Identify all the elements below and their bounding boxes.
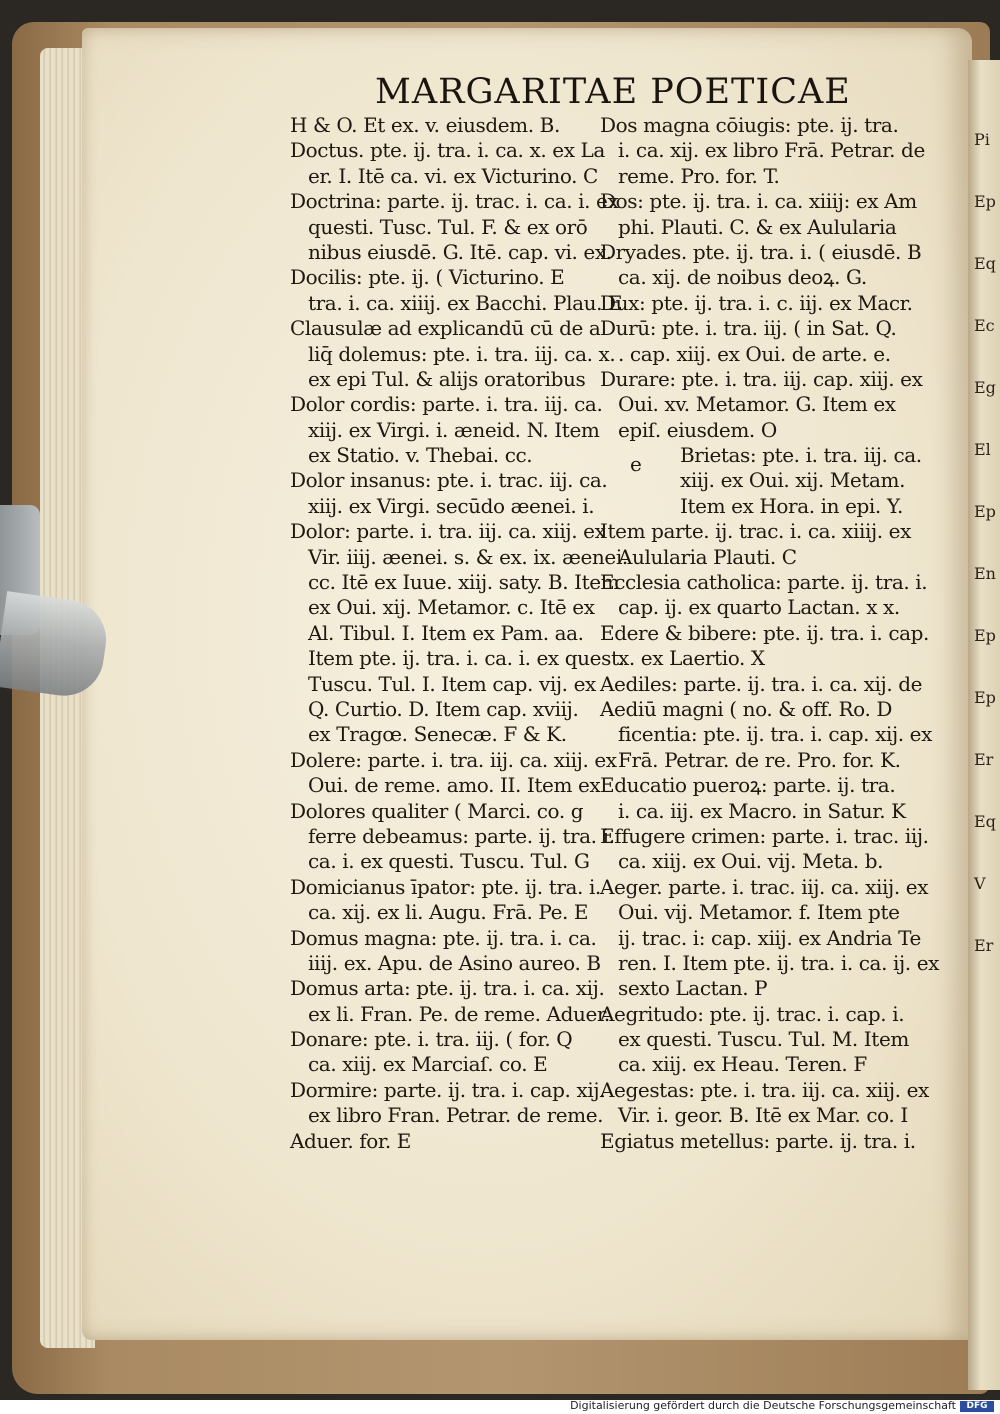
text-line: ex libro Fran. Petrar. de reme. — [308, 1103, 604, 1128]
text-line: Docilis: pte. ij. ( Victurino. E — [290, 265, 565, 290]
text-line: Dryades. pte. ij. tra. i. ( eiusdē. B — [600, 239, 922, 264]
text-line: Doctrina: parte. ij. trac. i. ca. i. ex — [290, 189, 619, 214]
text-line: Vir. iiij. æenei. s. & ex. ix. æenei. — [308, 544, 628, 569]
text-line: Oui. vij. Metamor. f. Item pte — [618, 900, 900, 925]
text-line: Aeger. parte. i. trac. iij. ca. xiij. ex — [600, 874, 929, 899]
text-line: Q. Curtio. D. Item cap. xviij. — [308, 696, 579, 721]
facing-page-edge — [968, 60, 1000, 1390]
text-line: ij. trac. i: cap. xiij. ex Andria Te — [618, 925, 921, 950]
text-line: ex epi Tul. & alijs oratoribus — [308, 366, 586, 391]
text-line: Clausulæ ad explicandū cū de a — [290, 316, 601, 341]
text-line: ex Tragœ. Senecæ. F & K. — [308, 722, 567, 747]
text-line: Doctus. pte. ij. tra. i. ca. x. ex La — [290, 138, 605, 163]
text-line: Item pte. ij. tra. i. ca. i. ex quest. — [308, 646, 625, 671]
text-line: ren. I. Item pte. ij. tra. i. ca. ij. ex — [618, 950, 940, 975]
text-line: Aduer. for. E — [290, 1128, 411, 1153]
text-line: Domicianus īpator: pte. ij. tra. i. — [290, 874, 601, 899]
text-line: Dolores qualiter ( Marci. co. g — [290, 798, 584, 823]
text-line: Oui. de reme. amo. II. Item ex — [308, 773, 601, 798]
text-line: Dux: pte. ij. tra. i. c. iij. ex Macr. — [600, 290, 913, 315]
text-line: xiij. ex Oui. xij. Metam. — [680, 468, 906, 493]
dfg-logo: DFG — [960, 1401, 994, 1412]
text-line: cap. ij. ex quarto Lactan. x x. — [618, 595, 900, 620]
facing-page-fragment: Eg — [974, 378, 996, 397]
text-line: Aegritudo: pte. ij. trac. i. cap. i. — [600, 1001, 905, 1026]
facing-page-fragment: Pi — [974, 130, 990, 149]
facing-page-fragment: Eq — [974, 812, 996, 831]
facing-page-fragment: En — [974, 564, 996, 583]
text-line: Durū: pte. i. tra. iij. ( in Sat. Q. — [600, 316, 897, 341]
facing-page-fragment: Eq — [974, 254, 996, 273]
text-line: cc. Itē ex Iuue. xiij. saty. B. Item — [308, 570, 620, 595]
facing-page-fragment: Er — [974, 936, 994, 955]
text-line: H & O. Et ex. v. eiusdem. B. — [290, 113, 560, 137]
text-line: Edere & bibere: pte. ij. tra. i. cap. — [600, 620, 930, 645]
text-line: tra. i. ca. xiiij. ex Bacchi. Plau. E — [308, 290, 623, 315]
text-line: xiij. ex Virgi. secūdo æenei. i. — [308, 493, 595, 518]
text-line: Aediles: parte. ij. tra. i. ca. xij. de — [600, 671, 923, 696]
text-line: liq̄ dolemus: pte. i. tra. iij. ca. x. — [308, 341, 616, 366]
text-line: Brietas: pte. i. tra. iij. ca. — [680, 443, 922, 468]
text-line: reme. Pro. for. T. — [618, 163, 780, 188]
left-column — [290, 113, 628, 1154]
text-line: Ecclesia catholica: parte. ij. tra. i. — [600, 570, 928, 595]
text-line: er. I. Itē ca. vi. ex Victurino. C — [308, 163, 598, 188]
text-line: i. ca. xij. ex libro Frā. Petrar. de — [618, 138, 925, 163]
text-line: epiſ. eiusdem. O — [618, 417, 777, 442]
text-line: Dolere: parte. i. tra. iij. ca. xiij. ex — [290, 747, 617, 772]
text-line: ex Statio. v. Thebai. cc. — [308, 443, 533, 468]
text-line: . cap. xiij. ex Oui. de arte. e. — [618, 341, 891, 366]
facing-page-fragment: Ep — [974, 502, 996, 521]
text-line: Dolor: parte. i. tra. iij. ca. xiij. ex — [290, 519, 606, 544]
text-line: Al. Tibul. I. Item ex Pam. aa. — [308, 620, 584, 645]
facing-page-fragment: Er — [974, 750, 994, 769]
text-line: Tuscu. Tul. I. Item cap. vij. ex — [308, 671, 596, 696]
text-line: Item ex Hora. in epi. Y. — [680, 493, 904, 518]
text-line: ex Oui. xij. Metamor. c. Itē ex — [308, 595, 595, 620]
facing-page-fragment: Ec — [974, 316, 995, 335]
right-column — [600, 113, 940, 1154]
facing-page-fragment: El — [974, 440, 991, 459]
text-line: questi. Tusc. Tul. F. & ex orō — [308, 214, 588, 239]
text-line: Dormire: parte. ij. tra. i. cap. xij. — [290, 1077, 606, 1102]
text-line: ca. i. ex questi. Tuscu. Tul. G — [308, 849, 590, 874]
text-line: iiij. ex. Apu. de Asino aureo. B — [308, 950, 601, 975]
text-line: nibus eiusdē. G. Itē. cap. vi. ex. — [308, 239, 612, 264]
text-line: i. ca. iij. ex Macro. in Satur. K — [618, 798, 906, 823]
text-line: Durare: pte. i. tra. iij. cap. xiij. ex — [600, 366, 923, 391]
running-heading: MARGARITAE POETICAE — [375, 72, 851, 112]
text-line: Frā. Petrar. de re. Pro. for. K. — [618, 747, 901, 772]
text-line: ca. xij. ex li. Augu. Frā. Pe. E — [308, 900, 589, 925]
text-line: Dolor insanus: pte. i. trac. iij. ca. — [290, 468, 608, 493]
text-line: Aediū magni ( no. & off. Ro. D — [600, 696, 892, 721]
text-line: Vir. i. geor. B. Itē ex Mar. co. I — [618, 1103, 908, 1128]
text-line: ca. xiij. ex Heau. Teren. F — [618, 1052, 867, 1077]
text-line: Item parte. ij. trac. i. ca. xiiij. ex — [600, 519, 911, 544]
text-line: Oui. xv. Metamor. G. Item ex — [618, 392, 896, 417]
text-line: ferre debeamus: parte. ij. tra. i. — [308, 823, 615, 848]
text-line: Dos magna cōiugis: pte. ij. tra. — [600, 113, 899, 137]
text-line: x. ex Laertio. X — [618, 646, 765, 671]
text-line: ca. xij. de noibus deoꝝ. G. — [618, 265, 867, 290]
text-line: Domus arta: pte. ij. tra. i. ca. xij. — [290, 976, 605, 1001]
facing-page-fragment: Ep — [974, 688, 996, 707]
section-marker: e — [630, 452, 642, 476]
text-line: Dos: pte. ij. tra. i. ca. xiiij: ex Am — [600, 189, 917, 214]
text-line: Dolor cordis: parte. i. tra. iij. ca. — [290, 392, 603, 417]
text-line: Donare: pte. i. tra. iij. ( for. Q — [290, 1027, 573, 1052]
facing-page-fragment: Ep — [974, 192, 996, 211]
text-line: Educatio pueroꝝ: parte. ij. tra. — [600, 773, 896, 798]
text-line: Effugere crimen: parte. i. trac. iij. — [600, 823, 929, 848]
facing-page-fragment: V — [974, 874, 986, 893]
text-line: phi. Plauti. C. & ex Aulularia — [618, 214, 897, 239]
text-line: Aulularia Plauti. C — [618, 544, 797, 569]
facing-page-fragment: Ep — [974, 626, 996, 645]
text-line: ex li. Fran. Pe. de reme. Aduer. — [308, 1001, 610, 1026]
text-line: xiij. ex Virgi. i. æneid. N. Item — [308, 417, 600, 442]
text-line: ex questi. Tuscu. Tul. M. Item — [618, 1027, 909, 1052]
text-line: Domus magna: pte. ij. tra. i. ca. — [290, 925, 597, 950]
text-line: Aegestas: pte. i. tra. iij. ca. xiij. ex — [600, 1077, 929, 1102]
text-line: Egiatus metellus: parte. ij. tra. i. — [600, 1128, 916, 1153]
text-line: ficentia: pte. ij. tra. i. cap. xij. ex — [618, 722, 932, 747]
text-line: ca. xiij. ex Marciaſ. co. E — [308, 1052, 548, 1077]
text-line: ca. xiij. ex Oui. vij. Meta. b. — [618, 849, 884, 874]
text-line: sexto Lactan. P — [618, 976, 768, 1001]
funding-credit: Digitalisierung gefördert durch die Deutsche Forschungsgemeinschaft — [570, 1399, 956, 1412]
